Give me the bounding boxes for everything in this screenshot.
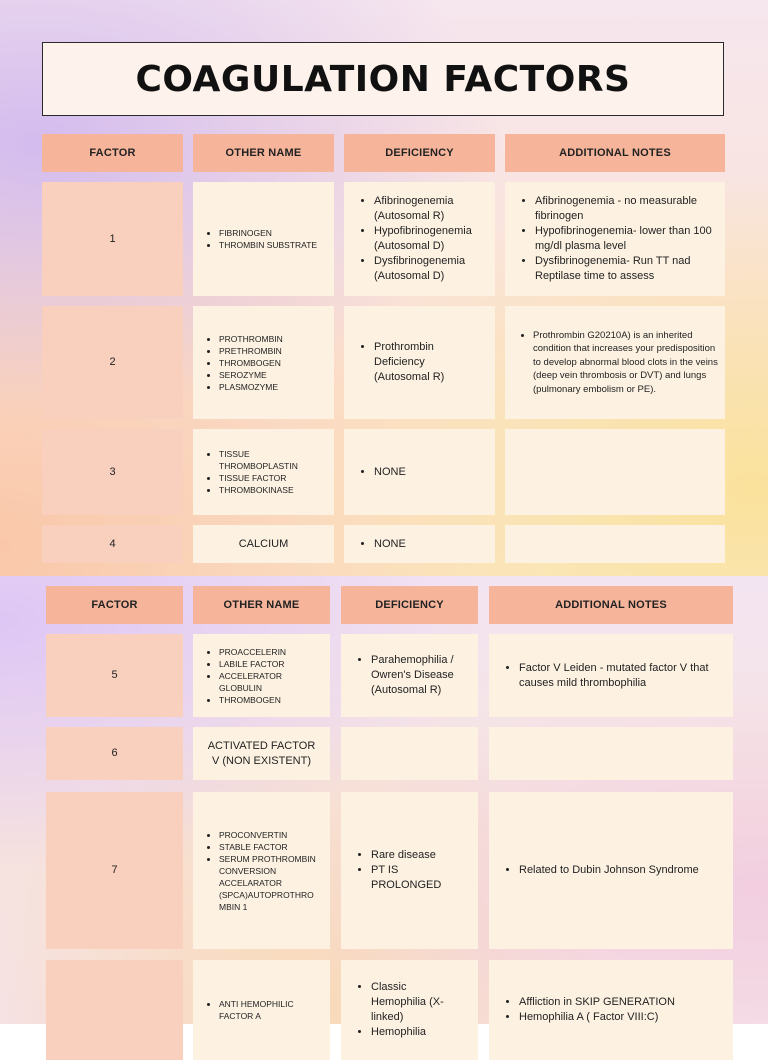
notes-cell (505, 429, 725, 515)
deficiency-item: • NONE (374, 465, 406, 480)
deficiency-cell (344, 429, 495, 515)
deficiency-item: • Rare disease (371, 848, 448, 863)
deficiency-cell (341, 727, 478, 780)
factor-cell: 5 (46, 634, 183, 717)
deficiency-cell (344, 525, 495, 563)
other-name-cell (193, 182, 334, 296)
other-name-cell (193, 792, 330, 949)
factor-cell: 7 (46, 792, 183, 949)
other-name-item: • PROCONVERTIN (219, 829, 320, 841)
deficiency-item: • NONE (374, 537, 406, 552)
other-name-cell: CALCIUM (193, 525, 334, 563)
other-name-item: • THROMBIN SUBSTRATE (219, 239, 317, 251)
page-title: COAGULATION FACTORS (135, 58, 631, 100)
other-name-cell: ACTIVATED FACTOR V (NON EXISTENT) (193, 727, 330, 780)
header-other-name: OTHER NAME (193, 586, 330, 624)
note-item: • Hemophilia A ( Factor VIII:C) (519, 1010, 675, 1025)
other-name-item: • LABILE FACTOR (219, 658, 310, 670)
other-name-item: • ANTI HEMOPHILIC FACTOR A (219, 998, 310, 1022)
notes-cell (489, 960, 733, 1060)
notes-cell (505, 306, 725, 419)
note-item: • Hypofibrinogenemia- lower than 100 mg/dl plasma level (535, 224, 717, 254)
deficiency-item: • Classic Hemophilia (X-linked) (371, 980, 448, 1025)
other-name-item: • SERUM PROTHROMBIN CONVERSION ACCELARATOR (SPCA)AUTOPROTHRO MBIN 1 (219, 853, 320, 913)
deficiency-item: • Hemophilia (371, 1025, 448, 1040)
deficiency-cell (341, 960, 478, 1060)
other-name-cell (193, 306, 334, 419)
page-2 (0, 576, 768, 1038)
note-item: • Related to Dubin Johnson Syndrome (519, 863, 699, 878)
other-name-item: • FIBRINOGEN (219, 227, 317, 239)
other-name-item: • PROACCELERIN (219, 646, 310, 658)
note-item: • Factor V Leiden - mutated factor V that causes mild thrombophilia (519, 661, 713, 691)
notes-cell (489, 792, 733, 949)
other-name-item: • TISSUE THROMBOPLASTIN (219, 448, 314, 472)
deficiency-item: • Hypofibrinogenemia (Autosomal D) (374, 224, 491, 254)
note-item: • Prothrombin G20210A) is an inherited condition that increases your predisposition to develop abnormal blood clots in the veins (deep vein thrombosis or DVT) and lungs (pulmonary embolism or PE). (533, 329, 719, 397)
deficiency-item: • Prothrombin Deficiency (Autosomal R) (374, 340, 475, 385)
other-name-item: • THROMBOKINASE (219, 484, 314, 496)
header-notes: ADDITIONAL NOTES (505, 134, 725, 172)
deficiency-cell (344, 182, 495, 296)
factor-cell: 2 (42, 306, 183, 419)
note-item: • Dysfibrinogenemia- Run TT nad Reptilase time to assess (535, 254, 717, 284)
factor-cell: 1 (42, 182, 183, 296)
other-name-item: • THROMBOGEN (219, 357, 283, 369)
factor-cell (46, 960, 183, 1060)
deficiency-cell (344, 306, 495, 419)
factor-cell: 4 (42, 525, 183, 563)
other-name-item: • ACCELERATOR GLOBULIN (219, 670, 310, 694)
header-other-name: OTHER NAME (193, 134, 334, 172)
note-item: • Affliction in SKIP GENERATION (519, 995, 675, 1010)
other-name-cell (193, 960, 330, 1060)
deficiency-item: • Afibrinogenemia (Autosomal R) (374, 194, 491, 224)
notes-cell (505, 182, 725, 296)
notes-cell (489, 727, 733, 780)
other-name-item: • PLASMOZYME (219, 381, 283, 393)
deficiency-item: • Dysfibrinogenemia (Autosomal D) (374, 254, 491, 284)
note-item: • Afibrinogenemia - no measurable fibrinogen (535, 194, 717, 224)
header-deficiency: DEFICIENCY (341, 586, 478, 624)
notes-cell (505, 525, 725, 563)
notes-cell (489, 634, 733, 717)
other-name-cell (193, 634, 330, 717)
other-name-item: • SEROZYME (219, 369, 283, 381)
deficiency-cell (341, 792, 478, 949)
other-name-item: • TISSUE FACTOR (219, 472, 314, 484)
title-box (42, 42, 724, 116)
header-factor: FACTOR (42, 134, 183, 172)
header-factor: FACTOR (46, 586, 183, 624)
other-name-item: • PRETHROMBIN (219, 345, 283, 357)
factor-cell: 3 (42, 429, 183, 515)
deficiency-cell (341, 634, 478, 717)
deficiency-item: • Parahemophilia / Owren's Disease (Autosomal R) (371, 653, 468, 698)
header-deficiency: DEFICIENCY (344, 134, 495, 172)
header-notes: ADDITIONAL NOTES (489, 586, 733, 624)
deficiency-item: • PT IS PROLONGED (371, 863, 448, 893)
other-name-item: • THROMBOGEN (219, 694, 310, 706)
other-name-item: • PROTHROMBIN (219, 333, 283, 345)
other-name-item: • STABLE FACTOR (219, 841, 320, 853)
factor-cell: 6 (46, 727, 183, 780)
other-name-cell (193, 429, 334, 515)
